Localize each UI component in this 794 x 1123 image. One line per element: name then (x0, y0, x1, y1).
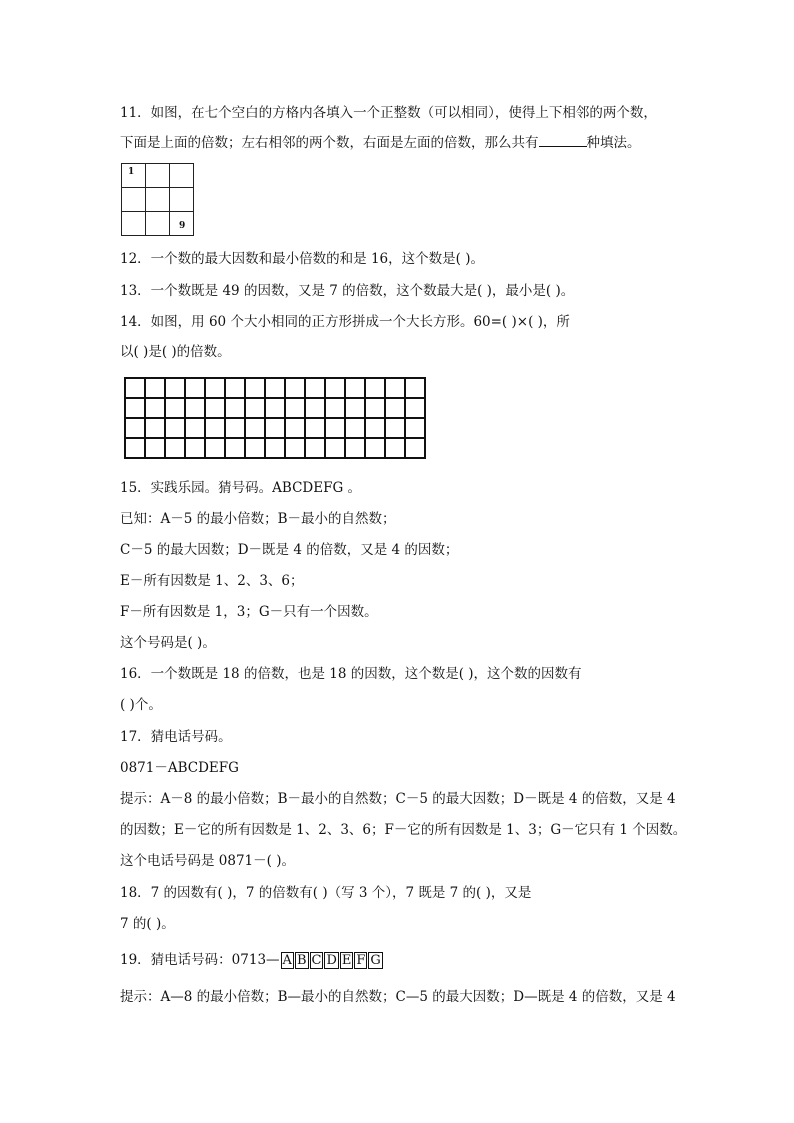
letter-box: B (296, 953, 307, 968)
q15-line4: E－所有因数是 1、2、3、6； (120, 573, 304, 589)
grid-square (265, 438, 285, 458)
grid-square (325, 418, 345, 438)
grid-square (265, 378, 285, 398)
grid-square (245, 378, 265, 398)
q11-grid (121, 163, 194, 236)
letter-box: F (356, 953, 366, 968)
grid-square (405, 438, 425, 458)
q17-line1: 17．猜电话号码。 (120, 729, 232, 745)
grid-cell[interactable] (146, 212, 170, 236)
grid-square (345, 418, 365, 438)
q13-line: 13．一个数既是 49 的因数，又是 7 的倍数，这个数最大是( )，最小是( )。 (120, 283, 575, 299)
grid-square (345, 378, 365, 398)
grid-square (405, 378, 425, 398)
grid-square (305, 378, 325, 398)
grid-square (285, 418, 305, 438)
grid-square (245, 398, 265, 418)
grid-square (345, 398, 365, 418)
grid-cell[interactable] (170, 164, 194, 188)
grid-square (285, 438, 305, 458)
grid-square (385, 438, 405, 458)
grid-square (365, 398, 385, 418)
letter-box: C (311, 953, 322, 968)
q11-line2-text: 下面是上面的倍数；左右相邻的两个数，右面是左面的倍数，那么共有 (120, 135, 539, 151)
grid-square (265, 418, 285, 438)
grid-square (185, 398, 205, 418)
grid-square (165, 438, 185, 458)
q16-line1: 16．一个数既是 18 的倍数，也是 18 的因数，这个数是( )，这个数的因数有 (120, 666, 582, 682)
grid-square (225, 378, 245, 398)
grid-cell (122, 164, 146, 188)
q11-answer-blank[interactable] (539, 134, 587, 147)
q14-line2: 以( )是( )的倍数。 (120, 344, 231, 360)
q15-line2: 已知：A－5 的最小倍数；B－最小的自然数； (120, 511, 396, 527)
grid-square (145, 418, 165, 438)
grid-square (385, 398, 405, 418)
q14-rectangle-grid (124, 377, 426, 459)
grid-square (145, 378, 165, 398)
q17-line4: 的因数；E－它的所有因数是 1、2、3、6；F－它的所有因数是 1、3；G－它只有 1 个因数。 (120, 822, 687, 838)
grid-square (185, 438, 205, 458)
q16-line2: ( )个。 (120, 697, 162, 713)
q19-prefix: 19．猜电话号码：0713— (120, 952, 280, 968)
grid-square (205, 378, 225, 398)
grid-square (405, 418, 425, 438)
grid-square (205, 418, 225, 438)
grid-cell[interactable] (170, 188, 194, 212)
grid-cell[interactable] (122, 212, 146, 236)
grid-square (165, 418, 185, 438)
grid-square (205, 398, 225, 418)
letter-box: D (326, 953, 337, 968)
q19-line2: 提示：A—8 的最小倍数；B—最小的自然数；C—5 的最大因数；D—既是 4 的倍数，又是 4 (120, 989, 676, 1005)
q17-line5: 这个电话号码是 0871－( )。 (120, 853, 295, 869)
grid-square (305, 418, 325, 438)
grid-square (185, 418, 205, 438)
grid-square (385, 378, 405, 398)
grid-square (165, 378, 185, 398)
grid-cell (170, 212, 194, 236)
grid-square (305, 438, 325, 458)
grid-square (125, 438, 145, 458)
grid-cell-value: 1 (128, 167, 135, 177)
grid-square (125, 398, 145, 418)
grid-square (145, 398, 165, 418)
grid-square (325, 398, 345, 418)
letter-box: A (282, 953, 292, 968)
q14-line1: 14．如图，用 60 个大小相同的正方形拼成一个大长方形。60=( )×( )，所 (120, 314, 570, 330)
grid-square (125, 418, 145, 438)
q18-line2: 7 的( )。 (120, 916, 175, 932)
grid-square (225, 398, 245, 418)
grid-square (385, 418, 405, 438)
grid-square (365, 378, 385, 398)
grid-square (305, 398, 325, 418)
letter-box: G (370, 953, 381, 968)
q11-line2 (120, 134, 641, 152)
grid-square (185, 378, 205, 398)
grid-square (325, 378, 345, 398)
grid-cell-value: 9 (179, 221, 186, 231)
q12-line: 12．一个数的最大因数和最小倍数的和是 16，这个数是( )。 (120, 251, 484, 267)
q15-line1: 15．实践乐园。猜号码。ABCDEFG 。 (120, 480, 362, 496)
grid-square (245, 438, 265, 458)
letter-box: E (341, 953, 352, 968)
grid-square (365, 418, 385, 438)
grid-square (225, 438, 245, 458)
grid-square (285, 378, 305, 398)
q18-line1: 18．7 的因数有( )，7 的倍数有( )（写 3 个），7 既是 7 的( )，又是 (120, 885, 532, 901)
grid-square (345, 438, 365, 458)
q17-line2: 0871－ABCDEFG (120, 760, 239, 776)
grid-cell[interactable] (146, 164, 170, 188)
q15-line3: C－5 的最大因数；D－既是 4 的倍数，又是 4 的因数； (120, 542, 459, 558)
grid-square (285, 398, 305, 418)
grid-square (405, 398, 425, 418)
grid-square (145, 438, 165, 458)
q15-line6: 这个号码是( )。 (120, 635, 216, 651)
grid-cell[interactable] (122, 188, 146, 212)
grid-square (125, 378, 145, 398)
grid-square (265, 398, 285, 418)
q11-line1: 11．如图，在七个空白的方格内各填入一个正整数（可以相同），使得上下相邻的两个数， (120, 105, 657, 121)
grid-cell[interactable] (146, 188, 170, 212)
grid-square (365, 438, 385, 458)
grid-square (205, 438, 225, 458)
grid-square (225, 418, 245, 438)
q19-line1 (120, 951, 383, 969)
grid-square (325, 438, 345, 458)
grid-square (245, 418, 265, 438)
q15-line5: F－所有因数是 1，3；G－只有一个因数。 (120, 604, 378, 620)
q17-line3: 提示：A－8 的最小倍数；B－最小的自然数；C－5 的最大因数；D－既是 4 的倍数，又是 4 (120, 791, 676, 807)
q11-line2-tail: 种填法。 (586, 135, 641, 151)
grid-square (165, 398, 185, 418)
